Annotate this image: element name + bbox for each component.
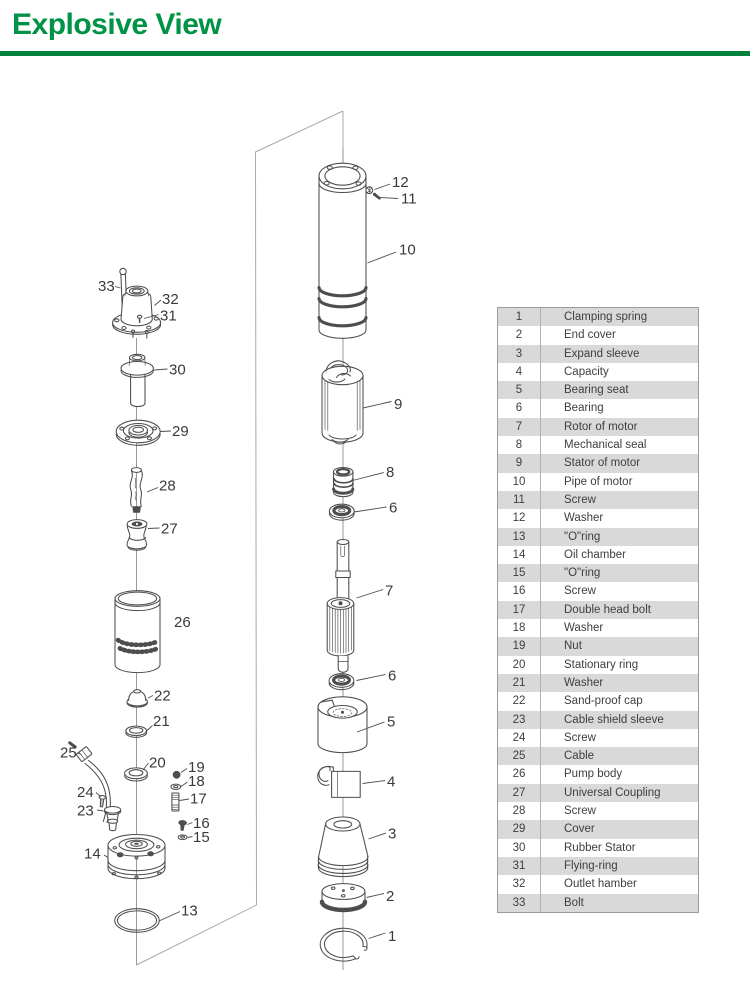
part-number-cell: 22: [512, 695, 526, 708]
callout-9: 9: [394, 396, 403, 413]
callout-20: 20: [149, 754, 166, 772]
callout-25: 25: [60, 744, 77, 762]
part-name-cell: Rubber Stator: [540, 839, 698, 857]
part-number-cell: 19: [512, 640, 526, 653]
part-12-washer: [366, 187, 373, 194]
part-20-stationary-ring: [125, 768, 148, 781]
table-row: [498, 473, 698, 491]
table-row: [498, 894, 698, 912]
center-axis-lines: [137, 148, 344, 970]
table-row: [498, 491, 698, 509]
part-name-cell: Bearing seat: [540, 381, 698, 399]
callout-6-upper: 6: [389, 499, 398, 517]
part-number-cell: 15: [512, 567, 526, 580]
table-row: [498, 802, 698, 820]
part-name-cell: Screw: [540, 802, 698, 820]
table-row: [498, 582, 698, 600]
table-row: [498, 345, 698, 363]
part-name-cell: Capacity: [540, 363, 698, 381]
table-row: [498, 784, 698, 802]
callout-24: 24: [77, 784, 94, 801]
part-name-cell: Universal Coupling: [540, 784, 698, 802]
part-15-washer: [178, 835, 187, 840]
part-name-cell: Stator of motor: [540, 454, 698, 472]
table-row: [498, 308, 698, 326]
part-9-stator-of-motor: [322, 361, 363, 444]
callout-29: 29: [172, 423, 189, 440]
part-name-cell: Rotor of motor: [540, 418, 698, 436]
part-number-cell: 4: [515, 365, 523, 378]
callout-4: 4: [387, 773, 396, 791]
callout-31: 31: [160, 307, 177, 325]
part-name-cell: Screw: [540, 491, 698, 509]
part-name-cell: Cover: [540, 820, 698, 838]
part-2-end-cover: [322, 884, 365, 911]
part-name-cell: Washer: [540, 619, 698, 637]
part-name-cell: Stationary ring: [540, 656, 698, 674]
table-row: [498, 729, 698, 747]
part-name-cell: Cable shield sleeve: [540, 711, 698, 729]
part-number-cell: 33: [512, 896, 526, 909]
table-row: [498, 857, 698, 875]
table-row: [498, 509, 698, 527]
callout-21: 21: [153, 713, 170, 730]
part-32-outlet-chamber: [113, 286, 161, 338]
callout-17: 17: [190, 790, 207, 808]
projection-plane: [137, 111, 344, 965]
part-number-cell: 17: [512, 603, 526, 616]
table-row: [498, 528, 698, 546]
part-name-cell: Bearing: [540, 399, 698, 417]
table-row: [498, 326, 698, 344]
table-row: [498, 363, 698, 381]
part-number-cell: 26: [512, 768, 526, 781]
table-row: [498, 436, 698, 454]
callout-16: 16: [193, 815, 210, 832]
part-number-cell: 25: [512, 750, 526, 763]
table-row: [498, 747, 698, 765]
callout-19: 19: [188, 759, 205, 776]
part-name-cell: Screw: [540, 582, 698, 600]
part-number-cell: 8: [515, 439, 523, 452]
callout-32: 32: [162, 291, 179, 308]
part-number-cell: 30: [512, 841, 526, 854]
part-17-double-head-bolt: [172, 793, 179, 811]
part-4-capacity: [318, 766, 360, 797]
part-24-screw: [98, 795, 106, 807]
part-name-cell: Washer: [540, 509, 698, 527]
part-6-bearing-lower: [329, 674, 354, 690]
callout-1: 1: [388, 928, 397, 945]
part-name-cell: Pump body: [540, 765, 698, 783]
part-number-cell: 20: [512, 658, 526, 671]
callout-12: 12: [392, 174, 409, 191]
part-10-pipe-of-motor: [319, 163, 366, 338]
table-row: [498, 674, 698, 692]
table-row: [498, 619, 698, 637]
part-number-cell: 32: [512, 878, 526, 891]
callout-3: 3: [388, 825, 397, 843]
part-name-cell: Cable: [540, 747, 698, 765]
part-6-bearing-upper: [329, 504, 354, 520]
table-row: [498, 875, 698, 893]
part-5-bearing-seat: [318, 697, 367, 753]
callout-22: 22: [154, 687, 171, 705]
part-27-universal-coupling: [127, 520, 147, 551]
page-title: Explosive View: [12, 8, 222, 41]
callout-7: 7: [385, 582, 394, 600]
table-row: [498, 564, 698, 582]
callout-23: 23: [77, 802, 94, 820]
part-number-cell: 23: [512, 713, 526, 726]
callout-30: 30: [169, 361, 186, 379]
part-number-cell: 3: [515, 347, 523, 360]
callout-2: 2: [386, 888, 395, 905]
part-name-cell: Screw: [540, 729, 698, 747]
part-name-cell: Outlet hamber: [540, 875, 698, 893]
table-row: [498, 820, 698, 838]
part-name-cell: "O"ring: [540, 528, 698, 546]
part-19-nut: [173, 771, 181, 779]
part-number-cell: 16: [512, 585, 526, 598]
callout-6-lower: 6: [388, 667, 397, 685]
table-row: [498, 839, 698, 857]
part-23-cable-shield-sleeve: [105, 807, 121, 831]
part-number-cell: 29: [512, 823, 526, 836]
part-number-cell: 10: [512, 475, 526, 488]
callout-11: 11: [401, 190, 417, 208]
part-name-cell: End cover: [540, 326, 698, 344]
part-number-cell: 7: [515, 420, 523, 433]
part-name-cell: Pipe of motor: [540, 473, 698, 491]
part-number-cell: 12: [512, 512, 526, 525]
part-8-mechanical-seal: [334, 468, 354, 497]
part-number-cell: 9: [515, 457, 523, 470]
callout-8: 8: [386, 464, 395, 481]
table-row: [498, 399, 698, 417]
callout-27: 27: [161, 520, 178, 538]
table-row: [498, 381, 698, 399]
callout-13: 13: [181, 902, 198, 920]
part-name-cell: Oil chamber: [540, 546, 698, 564]
part-26-pump-body: [115, 591, 160, 673]
table-row: [498, 711, 698, 729]
part-13-o-ring: [115, 909, 160, 933]
part-name-cell: Flying-ring: [540, 857, 698, 875]
part-22-sand-proof-cap: [127, 690, 147, 708]
part-number-cell: 5: [515, 384, 523, 397]
callout-18: 18: [188, 773, 205, 790]
part-18-washer: [171, 784, 181, 789]
part-30-rubber-stator: [121, 354, 153, 406]
part-name-cell: "O"ring: [540, 564, 698, 582]
callout-33: 33: [98, 278, 115, 295]
part-number-cell: 14: [512, 548, 526, 561]
callout-10: 10: [399, 241, 416, 259]
part-29-cover: [116, 420, 160, 445]
table-row: [498, 546, 698, 564]
parts-table: [497, 307, 699, 913]
part-number-cell: 1: [515, 311, 523, 323]
part-name-cell: Expand sleeve: [540, 345, 698, 363]
part-number-cell: 31: [512, 859, 526, 872]
part-name-cell: Mechanical seal: [540, 436, 698, 454]
part-name-cell: Sand-proof cap: [540, 692, 698, 710]
callout-5: 5: [387, 713, 396, 731]
part-number-cell: 24: [512, 731, 526, 744]
callout-28: 28: [159, 477, 176, 495]
part-number-cell: 13: [512, 530, 526, 543]
part-21-washer: [126, 726, 147, 737]
part-number-cell: 6: [515, 402, 523, 415]
callout-15: 15: [193, 829, 210, 846]
part-name-cell: Washer: [540, 674, 698, 692]
part-7-rotor-of-motor: [327, 540, 354, 673]
part-number-cell: 28: [512, 805, 526, 818]
part-number-cell: 21: [512, 676, 526, 689]
table-row: [498, 765, 698, 783]
part-1-clamping-spring: [320, 928, 367, 961]
table-row: [498, 656, 698, 674]
table-row: [498, 454, 698, 472]
part-name-cell: Nut: [540, 637, 698, 655]
part-11-screw: [373, 193, 379, 198]
part-16-screw: [178, 820, 187, 831]
part-number-cell: 27: [512, 786, 526, 799]
callout-26: 26: [174, 614, 191, 631]
table-row: [498, 601, 698, 619]
callout-14: 14: [84, 845, 101, 863]
part-name-cell: Double head bolt: [540, 601, 698, 619]
part-name-cell: Bolt: [540, 894, 698, 912]
table-row: [498, 418, 698, 436]
part-name-cell: Clamping spring: [540, 308, 698, 326]
part-number-cell: 18: [512, 622, 526, 635]
table-row: [498, 692, 698, 710]
part-number-cell: 2: [515, 329, 523, 342]
table-row: [498, 637, 698, 655]
part-number-cell: 11: [513, 493, 525, 506]
